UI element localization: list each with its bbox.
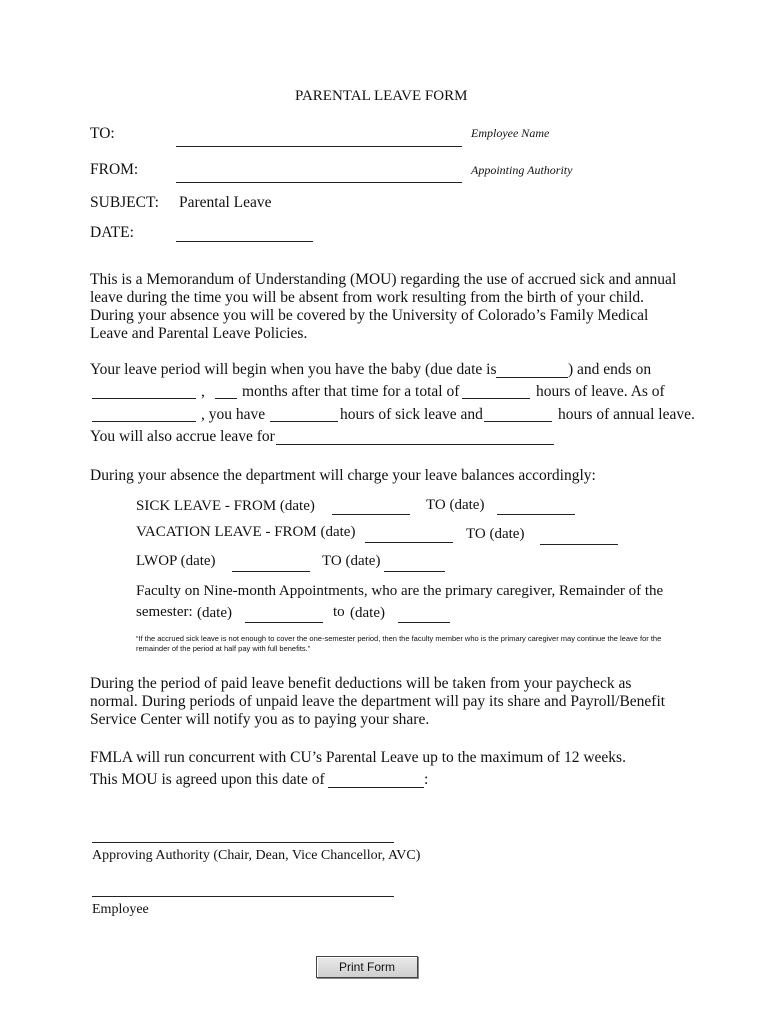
leave-line2-b: months after that time for a total of [242,383,460,400]
from-label: FROM: [90,161,139,178]
approving-signature-line[interactable] [92,842,394,843]
sick-hours-field[interactable] [270,421,338,422]
vacation-from-field[interactable] [365,542,453,543]
leave-line3-a: , you have [201,406,266,423]
from-field[interactable] [176,182,462,183]
to-label: TO: [90,125,115,142]
faculty-semester-label: semester: [136,604,193,620]
date-label: DATE: [90,224,134,241]
agreed-colon: : [424,771,429,788]
leave-line3-c: hours of annual leave. [558,406,695,423]
faculty-line1: Faculty on Nine-month Appointments, who are the primary caregiver, Remainder of the [136,583,664,599]
employee-signature-line[interactable] [92,896,394,897]
leave-line2-c: hours of leave. As of [536,383,665,400]
faculty-to-date-label: (date) [350,605,385,621]
total-hours-field[interactable] [462,398,530,399]
print-form-button[interactable]: Print Form [316,956,418,978]
vacation-to-label: TO (date) [466,526,525,542]
sick-leave-label: SICK LEAVE - FROM (date) [136,498,315,514]
agreed-line: This MOU is agreed upon this date of [90,771,325,788]
leave-line1-a: Your leave period will begin when you have the baby (due date is [90,361,497,378]
to-hint: Employee Name [471,126,550,140]
mou-paragraph: This is a Memorandum of Understanding (MOU) regarding the use of accrued sick and annual leave during the time you will be absent from work resulting from the birth of your child. During your absence you will be covered by the University of Colorado’s Family Medical Leave and Parental Leave Policies. [90,271,677,342]
footnote: “If the accrued sick leave is not enough to cover the one-semester period, then the faculty member who is the primary caregiver may continue the leave for the remainder of the period at half pay with full benefits.” [136,634,662,653]
sick-from-field[interactable] [332,514,410,515]
accrue-leave-field[interactable] [276,444,554,445]
vacation-to-field[interactable] [540,544,618,545]
date-field[interactable] [176,241,313,242]
charge-intro: During your absence the department will charge your leave balances accordingly: [90,467,596,484]
leave-line2-a: , [201,383,205,400]
annual-hours-field[interactable] [484,421,552,422]
faculty-to-field[interactable] [398,622,450,623]
agreed-date-field[interactable] [328,787,424,788]
faculty-from-field[interactable] [245,622,323,623]
lwop-to-field[interactable] [384,571,445,572]
faculty-to-label: to [333,604,345,620]
fmla-line: FMLA will run concurrent with CU’s Parental Leave up to the maximum of 12 weeks. [90,749,626,766]
lwop-label: LWOP (date) [136,553,216,569]
leave-line1-b: ) and ends on [568,361,652,378]
sick-to-label: TO (date) [426,497,485,513]
approving-authority-label: Approving Authority (Chair, Dean, Vice Chancellor, AVC) [92,848,421,863]
from-hint: Appointing Authority [471,163,573,177]
end-date-field[interactable] [92,398,196,399]
lwop-to-label: TO (date) [322,553,381,569]
employee-label: Employee [92,902,149,917]
vacation-leave-label: VACATION LEAVE - FROM (date) [136,524,356,540]
subject-value: Parental Leave [179,194,272,211]
faculty-date-label: (date) [197,605,232,621]
months-field[interactable] [215,398,237,399]
benefits-paragraph: During the period of paid leave benefit deductions will be taken from your paycheck as normal. During periods of unpaid leave the department will pay its share and Payroll/Benefit Service Center will notify you as to paying your share. [90,675,666,728]
leave-line3-b: hours of sick leave and [340,406,483,423]
leave-line4: You will also accrue leave for [90,428,275,445]
sick-to-field[interactable] [497,514,575,515]
due-date-field[interactable] [496,377,568,378]
lwop-from-field[interactable] [232,571,310,572]
page-title: PARENTAL LEAVE FORM [295,88,468,104]
as-of-date-field[interactable] [92,421,196,422]
to-field[interactable] [176,146,462,147]
subject-label: SUBJECT: [90,194,159,211]
